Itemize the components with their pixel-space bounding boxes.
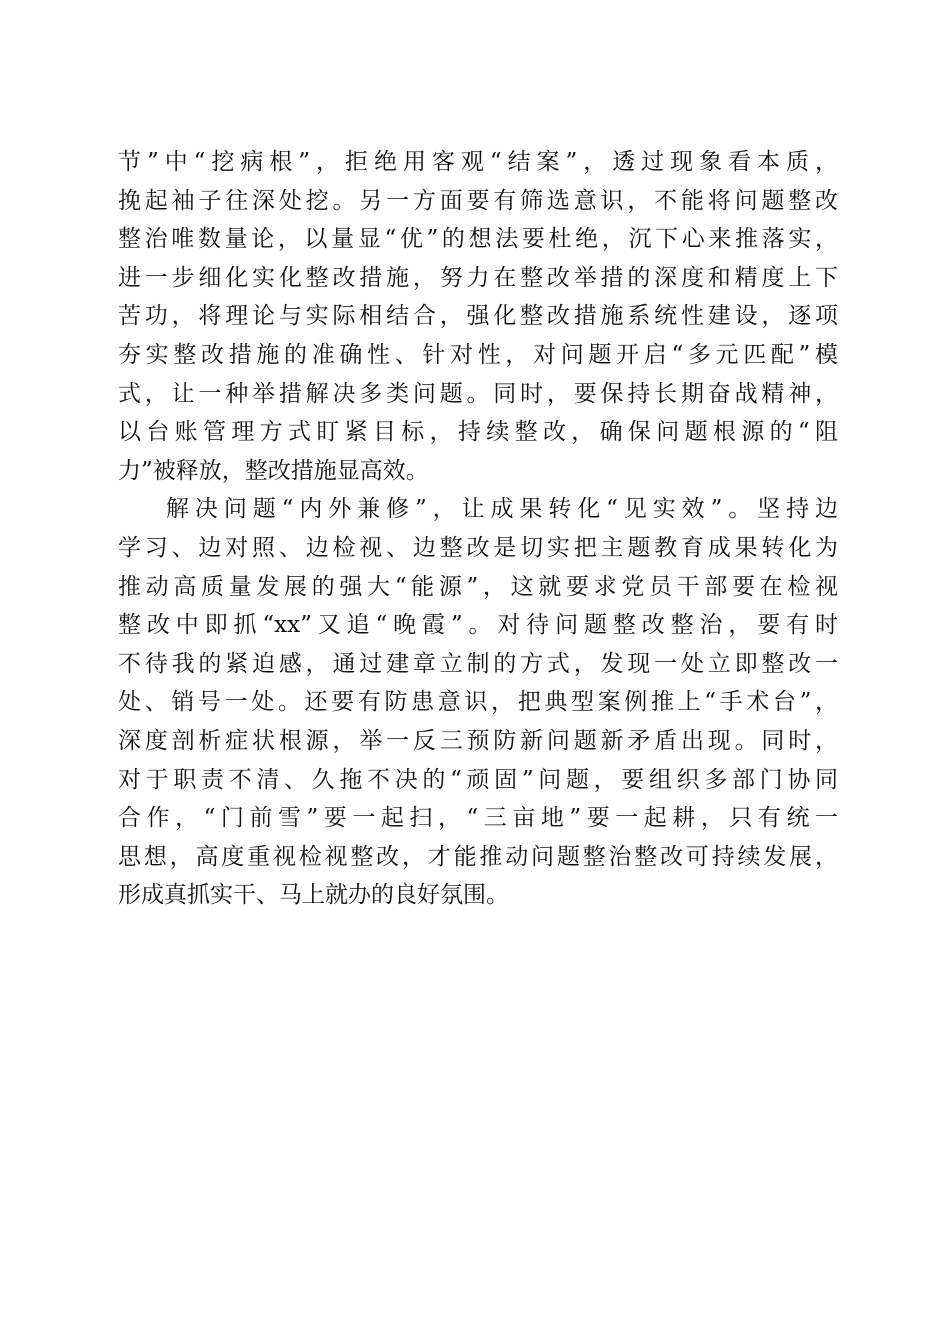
- text-line: 整治唯数量论，以量显“优”的想法要杜绝，沉下心来推落实，: [118, 226, 838, 253]
- text-line: 深度剖析症状根源，举一反三预防新问题新矛盾出现。同时，: [118, 727, 838, 754]
- text-line: 节”中“挖病根”，拒绝用客观“结案”，透过现象看本质，: [118, 149, 838, 175]
- paragraph-1: [118, 143, 838, 490]
- text-line: 合作，“门前雪”要一起扫，“三亩地”要一起耕，只有统一: [118, 805, 838, 832]
- text-line: 力”被释放，整改措施显高效。: [118, 457, 429, 484]
- paragraph-2: [118, 490, 838, 915]
- text-line: 苦功，将理论与实际相结合，强化整改措施系统性建设，逐项: [118, 303, 838, 330]
- text-line: 形成真抓实干、马上就办的良好氛围。: [118, 882, 509, 909]
- text-line: 式，让一种举措解决多类问题。同时，要保持长期奋战精神，: [118, 380, 838, 407]
- text-line: 挽起袖子往深处挖。另一方面要有筛选意识，不能将问题整改: [118, 187, 838, 214]
- text-line: 以台账管理方式盯紧目标，持续整改，确保问题根源的“阻: [118, 419, 838, 446]
- text-line: 进一步细化实化整改措施，努力在整改举措的深度和精度上下: [118, 264, 838, 291]
- text-line: 夯实整改措施的准确性、针对性，对问题开启“多元匹配”模: [118, 341, 838, 368]
- text-line: 解决问题“内外兼修”，让成果转化“见实效”。坚持边: [166, 496, 838, 523]
- text-line: 推动高质量发展的强大“能源”，这就要求党员干部要在检视: [118, 573, 838, 600]
- text-line: 整改中即抓“xx”又追“晚霞”。对待问题整改整治，要有时: [118, 612, 838, 639]
- text-line: 学习、边对照、边检视、边整改是切实把主题教育成果转化为: [118, 534, 838, 561]
- text-line: 处、销号一处。还要有防患意识，把典型案例推上“手术台”，: [118, 689, 838, 716]
- text-line: 思想，高度重视检视整改，才能推动问题整治整改可持续发展，: [118, 843, 838, 870]
- text-line: 不待我的紧迫感，通过建章立制的方式，发现一处立即整改一: [118, 650, 838, 677]
- document-body: [118, 143, 838, 915]
- text-line: 对于职责不清、久拖不决的“顽固”问题，要组织多部门协同: [118, 766, 838, 793]
